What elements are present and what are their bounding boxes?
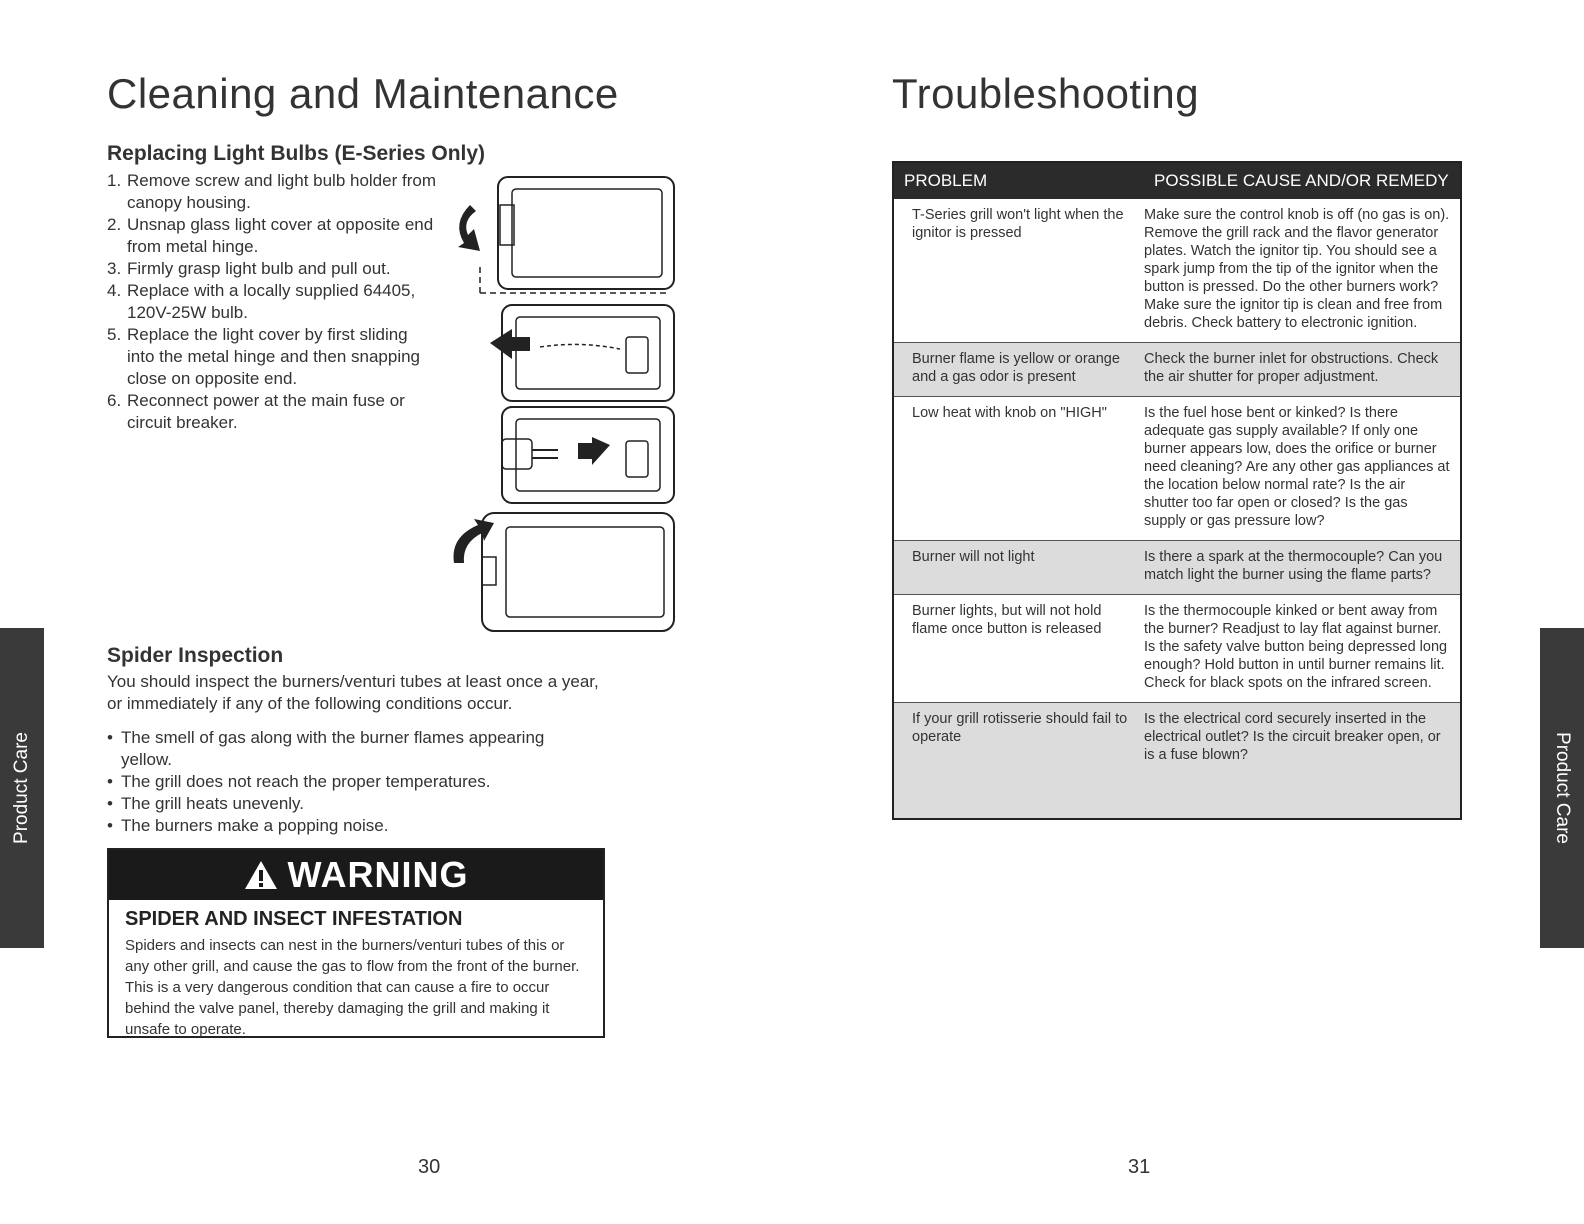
side-tab-label: Product Care bbox=[1552, 732, 1574, 844]
cause-cell: Is the fuel hose bent or kinked? Is there adequate gas supply available? If only one burner appears low, does the orifice or burner need cleaning? Are any other gas appliances at the location below normal rate? Is the air shutter too far open or closed? Is the gas supply or gas pressure low? bbox=[1144, 397, 1461, 541]
list-item: • The burners make a popping noise. bbox=[107, 816, 389, 835]
step-item: 5. Replace the light cover by first sliding into the metal hinge and then snapping close on opposite end. bbox=[107, 325, 421, 388]
problem-cell: Low heat with knob on "HIGH" bbox=[893, 397, 1144, 541]
cause-cell: Make sure the control knob is off (no gas is on). Remove the grill rack and the flavor generator plates. Watch the ignitor tip. You should see a spark jump from the tip of the ignitor when the button is pressed. Do the other burners work? Make sure the ignitor tip is clean and free from debris. Check battery to electronic ignition. bbox=[1144, 199, 1461, 343]
step-item: 2. Unsnap glass light cover at opposite end from metal hinge. bbox=[107, 215, 434, 256]
bullet-icon: • bbox=[107, 728, 113, 747]
table-row bbox=[893, 397, 1461, 541]
light-bulb-replacement-illustration bbox=[440, 165, 690, 645]
warning-banner bbox=[109, 850, 603, 900]
problem-cell: If your grill rotisserie should fail to operate bbox=[893, 703, 1144, 820]
table-row bbox=[893, 541, 1461, 595]
warning-box bbox=[107, 848, 605, 1038]
warning-text: Spiders and insects can nest in the burners/venturi tubes of this or any other grill, and cause the gas to flow from the front of the burner. This is a very dangerous condition that can cause a fire to occur behind the valve panel, thereby damaging the grill and making it unsafe to operate. bbox=[125, 937, 580, 1038]
side-tab-left bbox=[0, 628, 44, 948]
list-item: • The smell of gas along with the burner flames appearing yellow. bbox=[107, 728, 545, 769]
side-tab-right bbox=[1540, 628, 1584, 948]
step-item: 3. Firmly grasp light bulb and pull out. bbox=[107, 259, 391, 278]
table-row bbox=[893, 703, 1461, 820]
page-number-left: 30 bbox=[418, 1156, 441, 1178]
cause-cell: Is there a spark at the thermocouple? Can you match light the burner using the flame parts? bbox=[1144, 541, 1461, 595]
table-row bbox=[893, 595, 1461, 703]
list-item: • The grill does not reach the proper temperatures. bbox=[107, 772, 491, 791]
step-item: 6. Reconnect power at the main fuse or circuit breaker. bbox=[107, 391, 405, 432]
spider-conditions-list bbox=[107, 727, 587, 837]
step-item: 1. Remove screw and light bulb holder from canopy housing. bbox=[107, 171, 436, 212]
spider-inspection-paragraph: You should inspect the burners/venturi tubes at least once a year, or immediately if any of the following conditions occur. bbox=[107, 672, 599, 713]
problem-cell: Burner lights, but will not hold flame once button is released bbox=[893, 595, 1144, 703]
cause-cell: Check the burner inlet for obstructions. Check the air shutter for proper adjustment. bbox=[1144, 343, 1461, 397]
section-heading-light-bulbs: Replacing Light Bulbs (E-Series Only) bbox=[107, 142, 486, 165]
header-cause: POSSIBLE CAUSE AND/OR REMEDY bbox=[1144, 162, 1461, 199]
problem-cell: Burner flame is yellow or orange and a gas odor is present bbox=[893, 343, 1144, 397]
table-header-row bbox=[893, 162, 1461, 199]
warning-label: WARNING bbox=[287, 854, 469, 895]
step-item: 4. Replace with a locally supplied 64405, 120V-25W bulb. bbox=[107, 281, 416, 322]
problem-cell: T-Series grill won't light when the ignitor is pressed bbox=[893, 199, 1144, 343]
list-item: • The grill heats unevenly. bbox=[107, 794, 305, 813]
cause-cell: Is the thermocouple kinked or bent away from the burner? Readjust to lay flat against burner. Is the safety valve button being depressed long enough? Hold button in until burner remains lit. Check for black spots on the infrared screen. bbox=[1144, 595, 1461, 703]
light-bulb-steps bbox=[107, 170, 437, 434]
warning-triangle-icon bbox=[244, 860, 278, 890]
bullet-icon: • bbox=[107, 772, 113, 791]
bullet-icon: • bbox=[107, 816, 113, 835]
table-row bbox=[893, 343, 1461, 397]
troubleshooting-table bbox=[892, 161, 1462, 820]
page-number-right: 31 bbox=[1128, 1156, 1151, 1178]
side-tab-label: Product Care bbox=[11, 732, 33, 844]
page-title-left: Cleaning and Maintenance bbox=[107, 70, 619, 117]
warning-heading: SPIDER AND INSECT INFESTATION bbox=[125, 908, 463, 930]
bullet-icon: • bbox=[107, 794, 113, 813]
section-heading-spider-inspection: Spider Inspection bbox=[107, 644, 284, 667]
table-row bbox=[893, 199, 1461, 343]
page-title-right: Troubleshooting bbox=[892, 70, 1200, 117]
header-problem: PROBLEM bbox=[893, 162, 1144, 199]
problem-cell: Burner will not light bbox=[893, 541, 1144, 595]
cause-cell: Is the electrical cord securely inserted in the electrical outlet? Is the circuit breaker open, or is a fuse blown? bbox=[1144, 703, 1461, 820]
